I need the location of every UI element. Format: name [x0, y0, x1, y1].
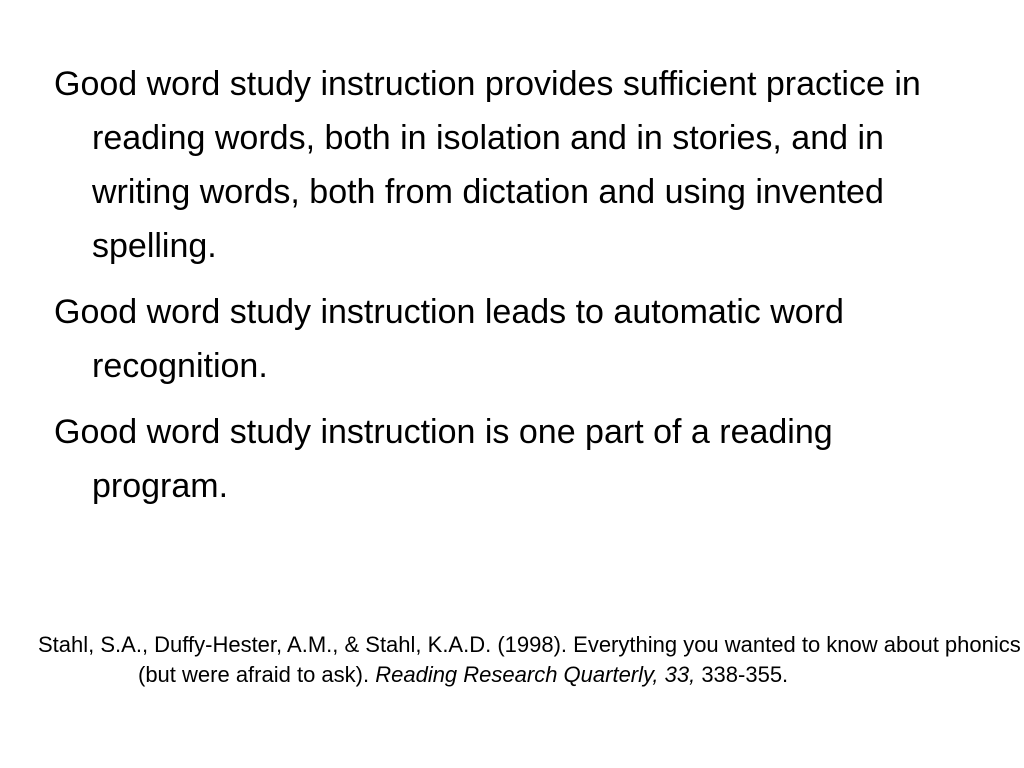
bullet-item: Good word study instruction provides sufficient practice in reading words, both in isolation and in stories, and in writing words, both from dictation and using invented spelling. [54, 65, 921, 265]
bullet-item: Good word study instruction leads to automatic word recognition. [54, 293, 844, 385]
bullet-item: Good word study instruction is one part of a reading program. [54, 413, 833, 505]
citation-pages: 338-355. [695, 662, 789, 687]
citation-authors-title: Stahl, S.A., Duffy-Hester, A.M., & Stahl, K.A.D. (1998). Everything you wanted to know about phonics (but were afraid to ask). [38, 632, 1021, 687]
citation-journal: Reading Research Quarterly, 33, [375, 662, 696, 687]
bullet-list [54, 57, 964, 525]
reference-citation [38, 630, 1024, 690]
